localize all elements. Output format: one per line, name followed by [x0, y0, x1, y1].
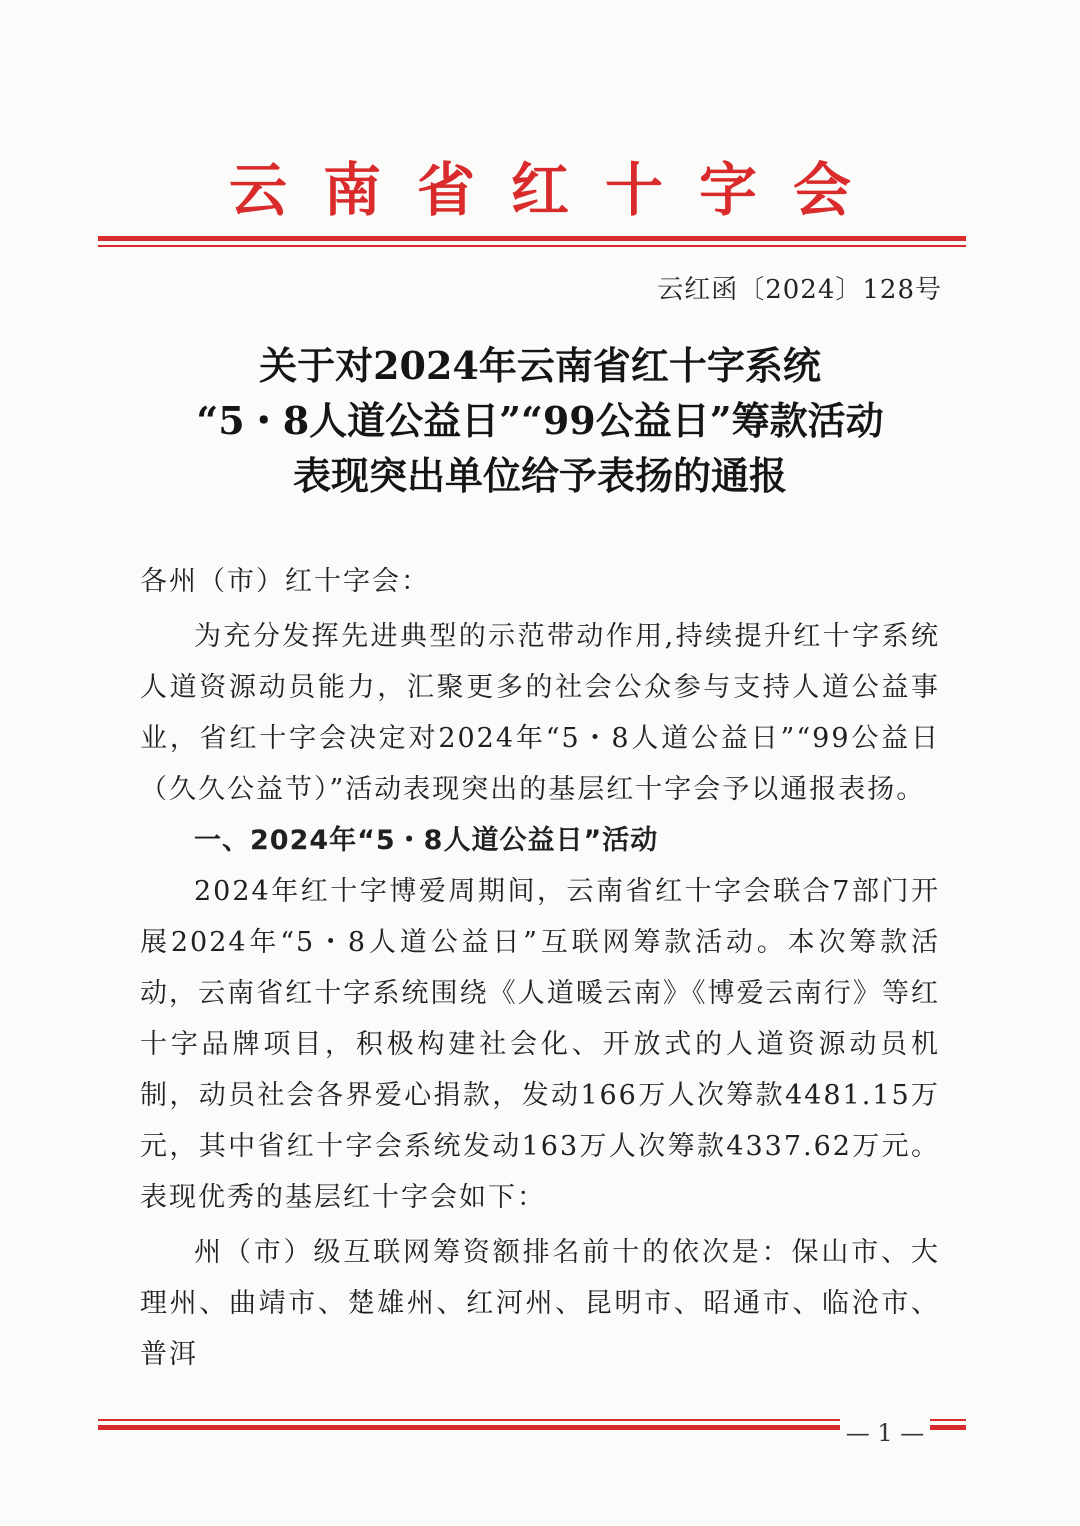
document-number: 云红函〔2024〕128号 — [657, 275, 942, 305]
footer-rule-thick — [98, 1425, 966, 1430]
header-rule-thick — [98, 236, 966, 241]
salutation: 各州（市）红十字会： — [140, 566, 430, 597]
section-1-paragraph: 2024年红十字博爱周期间，云南省红十字会联合7部门开展2024年“5・8人道公益日”互联网筹款活动。本次筹款活动，云南省红十字系统围绕《人道暖云南》《博爱云南行》等红十字品牌项目，积极构建社会化、开放式的人道资源动员机制，动员社会各界爱心捐款，发动166万人次筹款4481.15万元，其中省红十字会系统发动163万人次筹款4337.62万元。表现优秀的基层红十字会如下： — [140, 876, 940, 1213]
ranking-paragraph: 州（市）级互联网筹资额排名前十的依次是：保山市、大理州、曲靖市、楚雄州、红河州、昆明市、昭通市、临沧市、普洱 — [140, 1237, 940, 1370]
document-title — [90, 338, 990, 503]
title-line-3: 表现突出单位给予表扬的通报 — [292, 453, 787, 498]
title-line-2: “5・8人道公益日”“99公益日”筹款活动 — [196, 398, 884, 443]
section-heading-1: 一、2024年“5・8人道公益日”活动 — [194, 825, 659, 856]
intro-paragraph: 为充分发挥先进典型的示范带动作用,持续提升红十字系统人道资源动员能力，汇聚更多的社会公众参与支持人道公益事业，省红十字会决定对2024年“5・8人道公益日”“99公益日（久久公益节）”活动表现突出的基层红十字会予以通报表扬。 — [140, 621, 940, 805]
org-header: 云南省红十字会 — [228, 156, 887, 224]
footer-rule-thin — [98, 1419, 966, 1421]
title-line-1: 关于对2024年云南省红十字系统 — [259, 343, 821, 388]
document-body — [140, 556, 940, 1380]
page-number: — 1 — — [840, 1416, 930, 1450]
header-rule-thin — [98, 245, 966, 247]
